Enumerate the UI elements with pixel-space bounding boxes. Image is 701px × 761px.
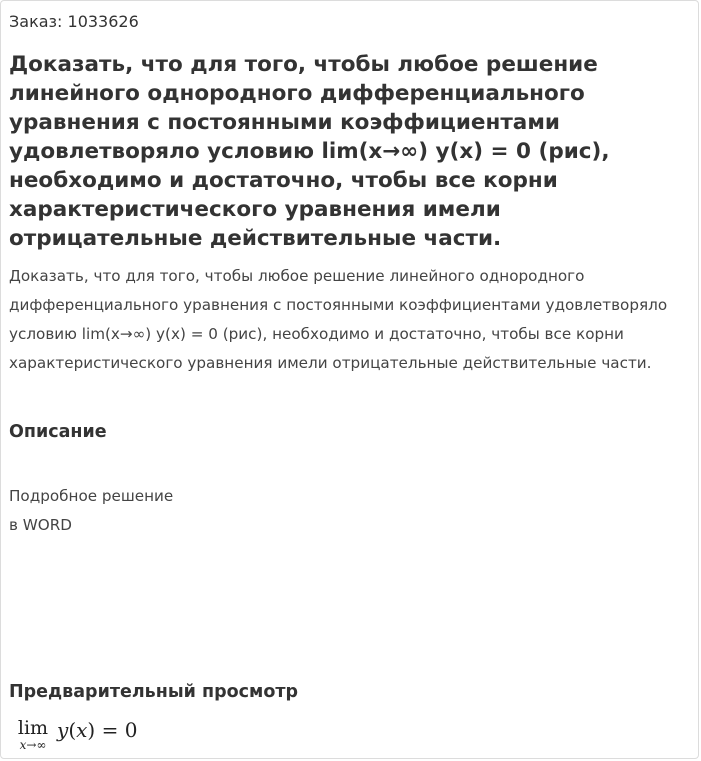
function-name: y xyxy=(57,718,69,742)
variable-name: x xyxy=(76,718,88,742)
limit-expression xyxy=(57,716,137,744)
equals-sign: = xyxy=(95,718,125,742)
page-title: Доказать, что для того, чтобы любое решение линейного однородного дифференциального уравнения с постоянными коэффициентами удовлетворяло условию lim(x→∞) y(x) = 0 (рис), необходимо и достаточно, чтобы все корни характеристического уравнения имели отрицательные действительные части. xyxy=(9,52,610,251)
limit-value: 0 xyxy=(124,718,138,742)
description-heading: Описание xyxy=(9,422,107,442)
preview-heading: Предварительный просмотр xyxy=(9,682,299,702)
order-number: Заказ: 1033626 xyxy=(9,12,139,31)
description-line: в WORD xyxy=(9,516,72,534)
lim-subscript: x→∞ xyxy=(19,738,47,752)
open-paren: ( xyxy=(68,718,77,742)
description-line: Подробное решение xyxy=(9,487,174,505)
limit-operator xyxy=(13,716,53,751)
task-description: Доказать, что для того, чтобы любое решение линейного однородного дифференциального уравнения с постоянными коэффициентами удовлетворяло условию lim(x→∞) y(x) = 0 (рис), необходимо и достаточно, чтобы все корни характеристического уравнения имели отрицательные действительные части. xyxy=(9,267,668,372)
lim-word: lim xyxy=(17,717,49,739)
close-paren: ) xyxy=(87,718,96,742)
description-body xyxy=(9,482,173,540)
